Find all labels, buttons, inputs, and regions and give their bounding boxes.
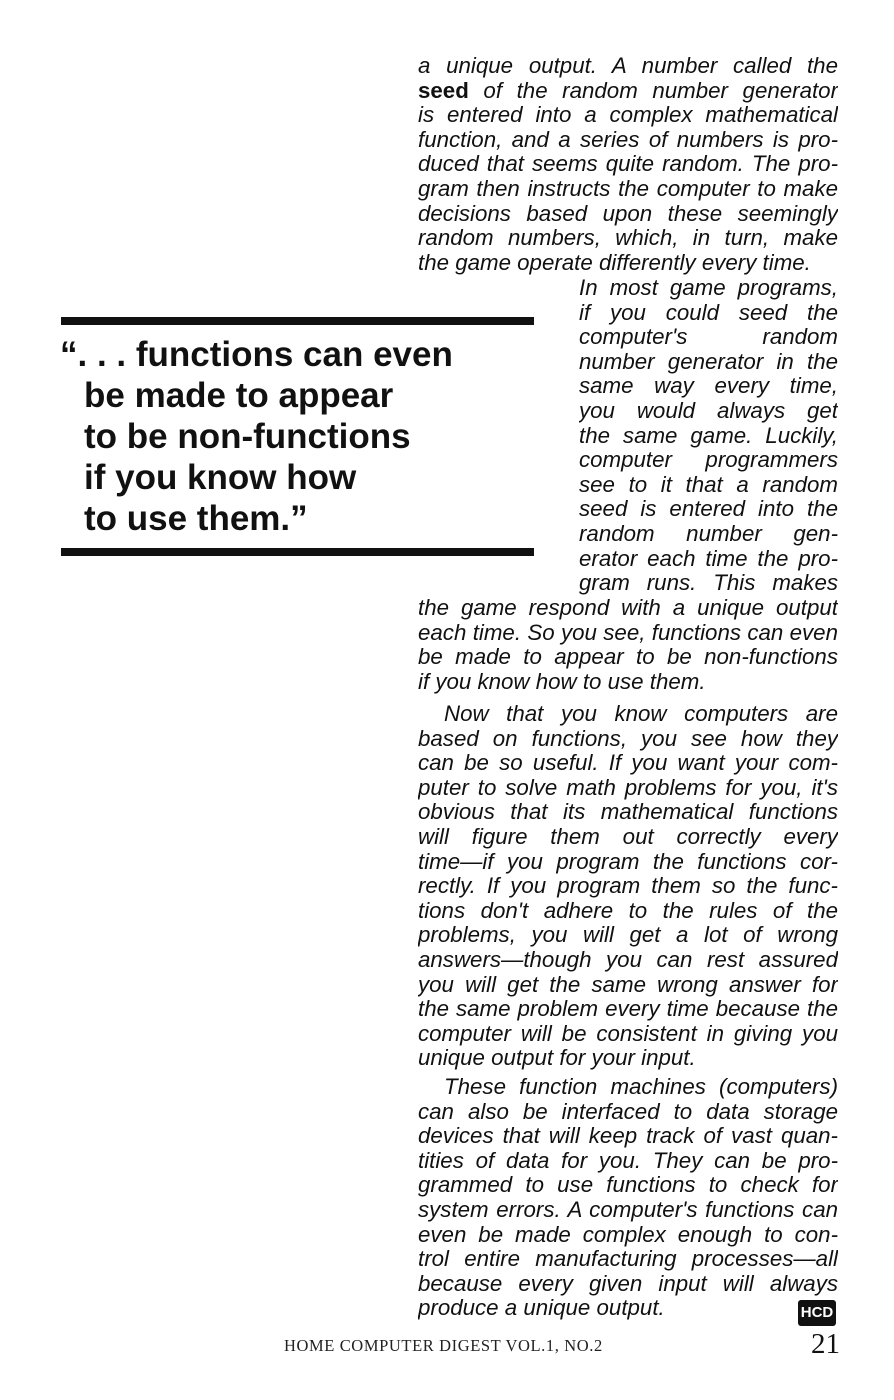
text-line: computer programmers [579, 448, 838, 473]
footer-publication: HOME COMPUTER DIGEST VOL.1, NO.2 [284, 1336, 603, 1355]
text-line: if you could seed the [579, 300, 838, 325]
text-run: of the random number generator [468, 78, 838, 103]
text-line: random number gen- [579, 521, 838, 546]
text-line: is entered into a complex mathematical [418, 103, 838, 128]
text-line: you would always get [579, 398, 838, 423]
bold-term-seed: seed [418, 78, 469, 103]
text-line: see to it that a random [579, 472, 838, 497]
text-line: These function machines (computers) [444, 1075, 838, 1099]
text-line: the same problem every time because the [418, 997, 838, 1022]
pull-quote [60, 334, 540, 539]
text-line: time—if you program the functions cor- [418, 849, 838, 874]
article-paragraph-2-continued [418, 596, 838, 694]
text-line: function, and a series of numbers is pro- [418, 127, 838, 152]
text-line: tities of data for you. They can be pro- [418, 1148, 838, 1173]
pull-quote-line: be made to appear [84, 376, 394, 415]
end-of-article-mark: HCD [798, 1300, 836, 1326]
text-line: trol entire manufacturing processes—all [418, 1247, 838, 1272]
text-line: random numbers, which, in turn, make [418, 226, 838, 251]
text-line: can also be interfaced to data storage [418, 1099, 838, 1124]
text-line: number generator in the [579, 349, 838, 374]
text-line: duced that seems quite random. The pro- [418, 152, 838, 177]
pullquote-rule-top [61, 317, 534, 325]
text-line: if you know how to use them. [418, 669, 706, 694]
text-line: Now that you know computers are [444, 702, 838, 726]
text-line: tions don't adhere to the rules of the [418, 898, 838, 923]
text-line: rectly. If you program them so the func- [418, 874, 838, 899]
pull-quote-line: to use them.” [84, 499, 308, 538]
text-line: each time. So you see, functions can even [418, 620, 838, 645]
text-line: computer will be consistent in giving you [418, 1021, 838, 1046]
text-line: be made to appear to be non-functions [418, 645, 838, 670]
text-line: even be made complex enough to con- [418, 1222, 838, 1247]
text-line: gram runs. This makes [579, 571, 838, 596]
text-line: because every given input will always [418, 1271, 838, 1296]
text-line: answers—though you can rest assured [418, 947, 838, 972]
pull-quote-line: if you know how [84, 458, 357, 497]
text-line: produce a unique output. [418, 1296, 665, 1321]
article-paragraph-4 [418, 1075, 838, 1321]
text-line: problems, you will get a lot of wrong [418, 923, 838, 948]
text-line: grammed to use functions to check for [418, 1173, 838, 1198]
text-line: you will get the same wrong answer for [418, 972, 838, 997]
text-line: unique output for your input. [418, 1046, 696, 1071]
text-line: erator each time the pro- [579, 546, 838, 571]
article-paragraph-2-wrapped [579, 276, 838, 596]
pullquote-rule-bottom [61, 548, 534, 556]
pull-quote-line: to be non-functions [84, 417, 411, 456]
text-line: same way every time, [579, 374, 838, 399]
text-line: In most game programs, [579, 276, 838, 300]
text-line: computer's random [579, 325, 838, 350]
text-line: gram then instructs the computer to make [418, 176, 838, 201]
text-line: can be so useful. If you want your com- [418, 751, 838, 776]
article-paragraph-1 [418, 54, 838, 275]
text-line: based on functions, you see how they [418, 726, 838, 751]
text-line [418, 79, 838, 104]
text-line: a unique output. A number called the [418, 54, 838, 78]
text-line: system errors. A computer's functions can [418, 1197, 838, 1222]
text-line: devices that will keep track of vast quan- [418, 1124, 838, 1149]
text-line: the game respond with a unique output [418, 596, 838, 620]
text-line: obvious that its mathematical functions [418, 800, 838, 825]
text-line: puter to solve math problems for you, it's [418, 775, 838, 800]
page-number: 21 [811, 1328, 840, 1360]
text-line: the same game. Luckily, [579, 423, 838, 448]
text-line: the game operate differently every time. [418, 250, 811, 275]
article-paragraph-3 [418, 702, 838, 1071]
text-line: decisions based upon these seemingly [418, 201, 838, 226]
text-line: seed is entered into the [579, 497, 838, 522]
pull-quote-line: “. . . functions can even [60, 335, 453, 374]
text-line: will figure them out correctly every [418, 824, 838, 849]
